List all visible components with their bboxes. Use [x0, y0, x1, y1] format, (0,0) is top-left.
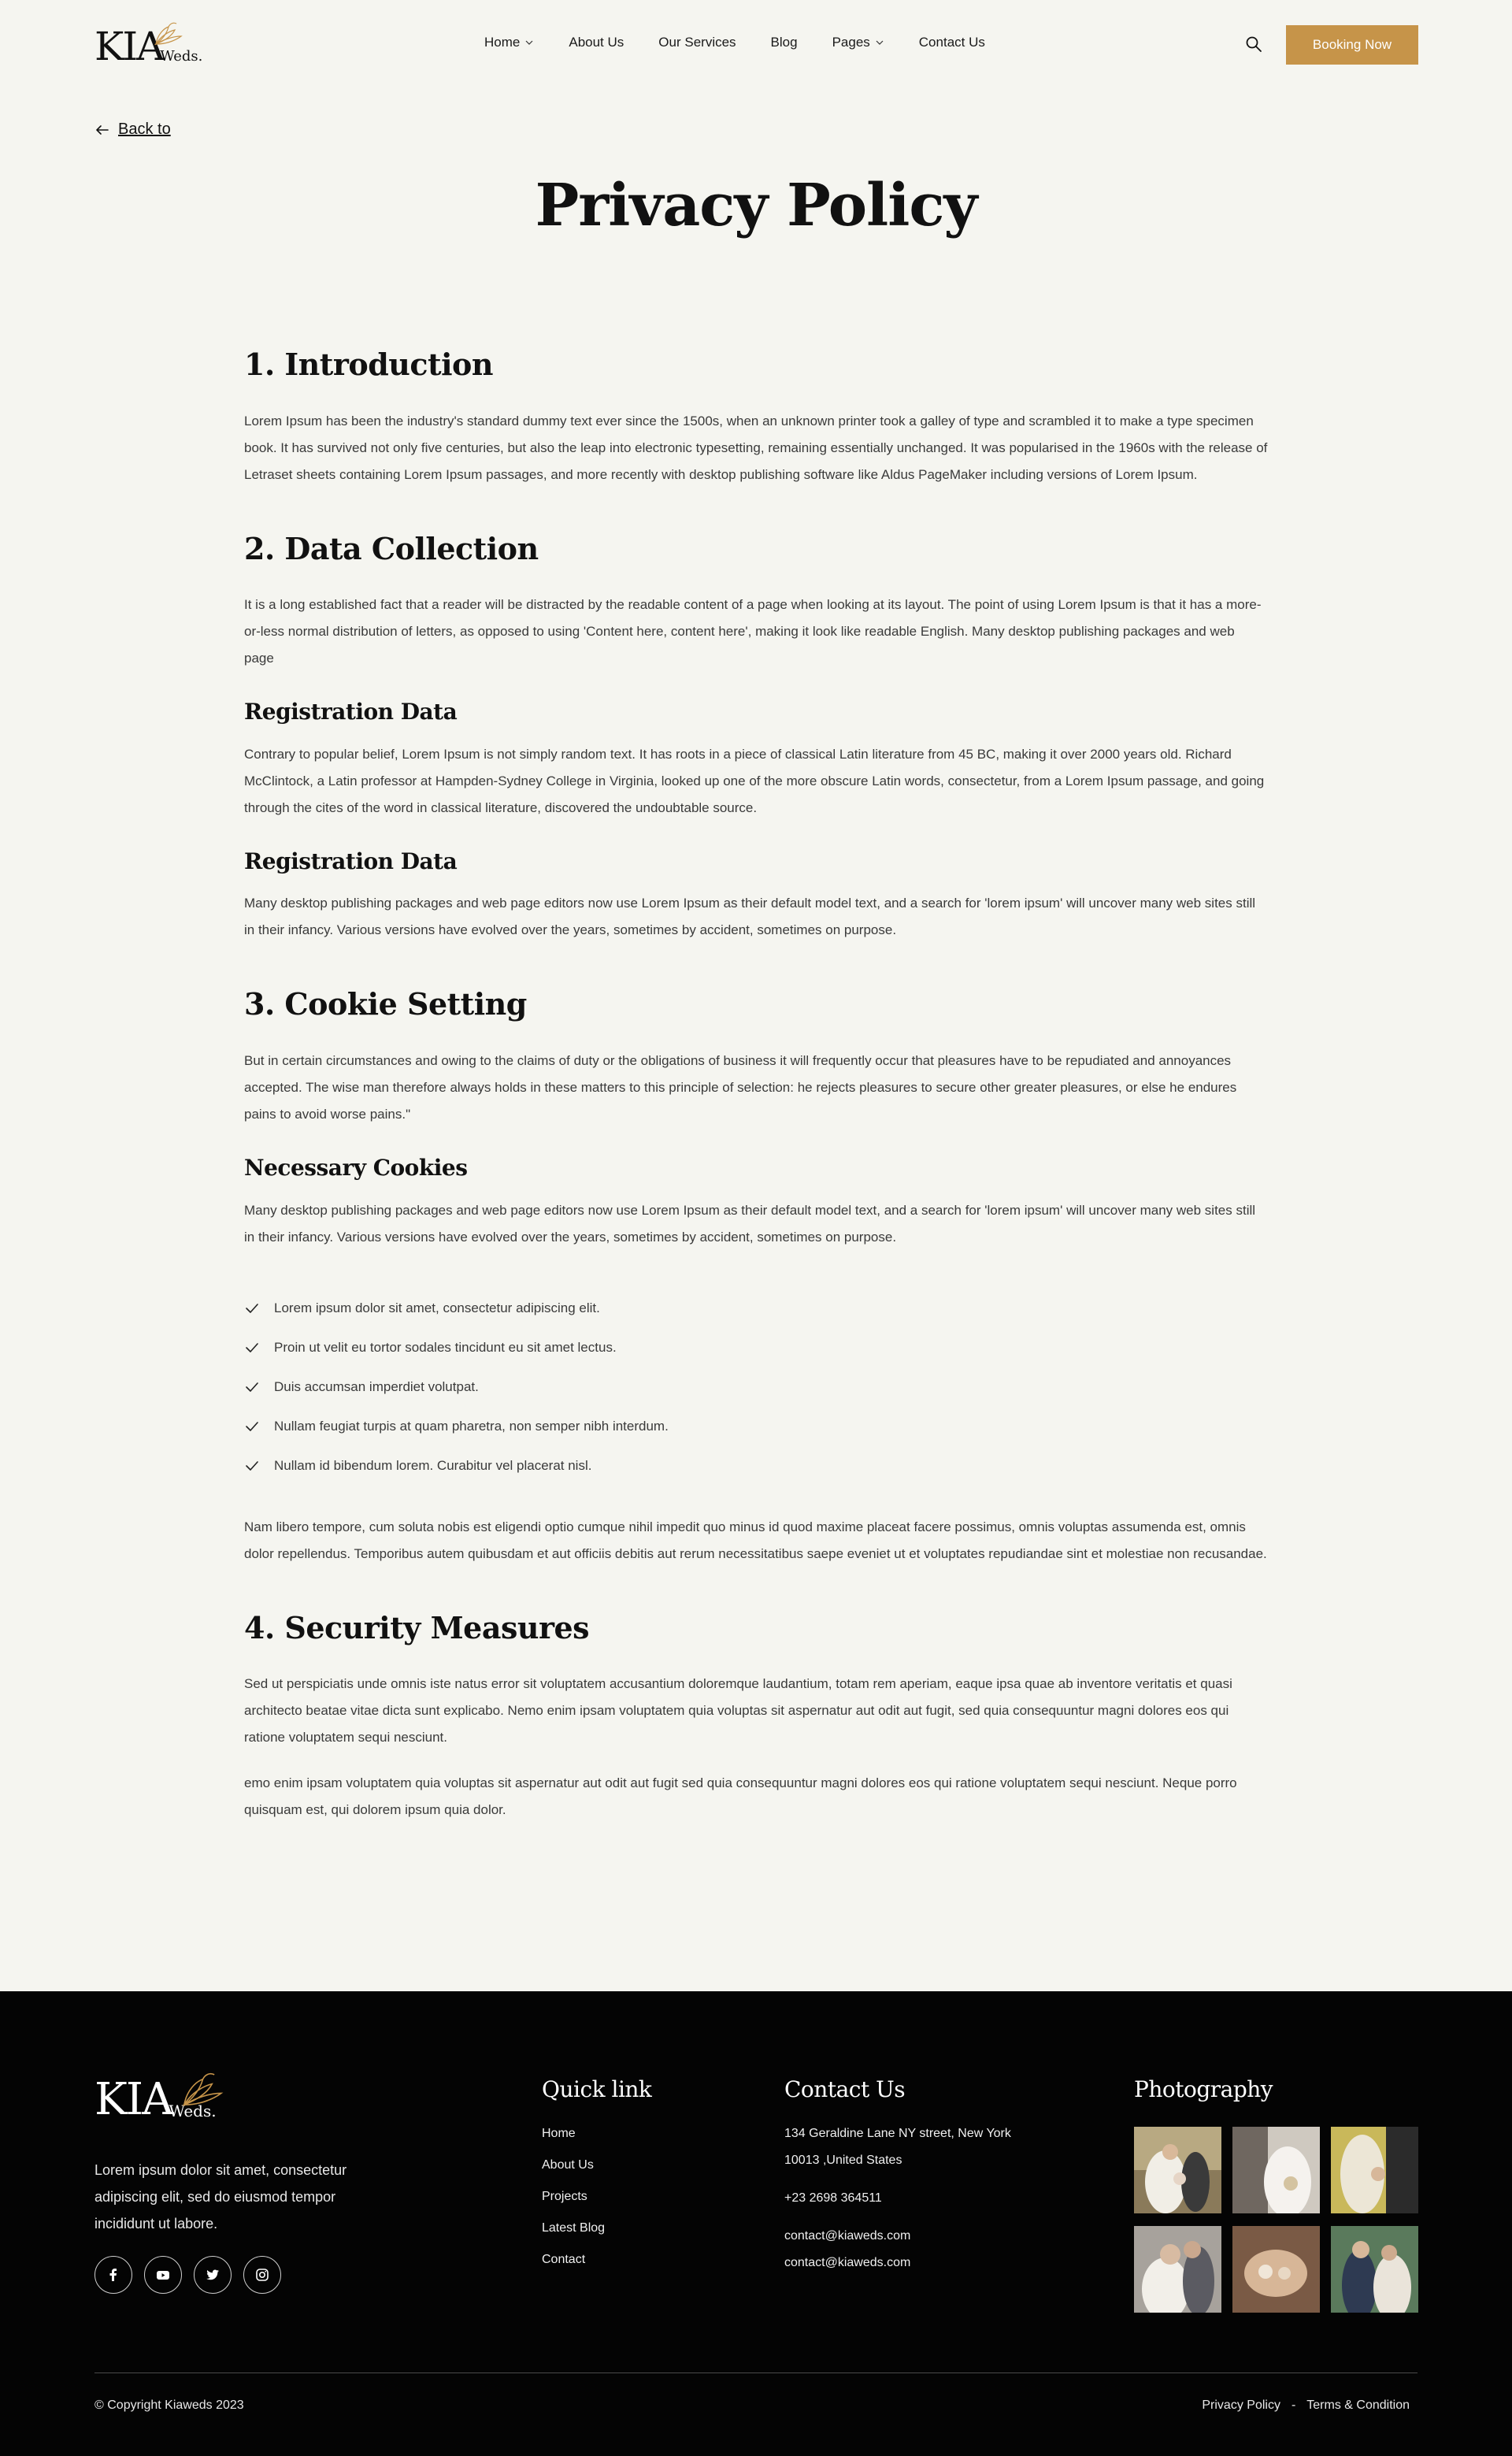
footer-link-contact[interactable]: Contact — [542, 2253, 586, 2266]
list-item — [244, 1289, 1268, 1328]
arrow-left-icon — [94, 122, 110, 138]
booking-now-button[interactable]: Booking Now — [1286, 25, 1418, 65]
data-collection-paragraph: It is a long established fact that a reader will be distracted by the readable content of a page when looking at its layout. The point of using Lorem Ipsum is that it has a more-or-less normal distribution of letters, as opposed to using 'Content here, content here', making it look like readable English. Many desktop publishing packages and web page — [244, 597, 1262, 666]
subheading-necessary-cookies: Necessary Cookies — [244, 1154, 468, 1181]
section-heading-cookie-setting: 3. Cookie Setting — [244, 986, 527, 1022]
check-icon — [244, 1458, 260, 1474]
check-icon — [244, 1419, 260, 1434]
check-icon — [244, 1300, 260, 1316]
nav-contact[interactable] — [919, 35, 985, 50]
cookie-closing-paragraph: Nam libero tempore, cum soluta nobis est eligendi optio cumque nihil impedit quo minus id quod maxime placeat facere possimus, omnis voluptas assumenda est, omnis dolor repellendus. Temporibus autem quibusdam et aut officiis debitis aut rerum necessitatibus saepe eveniet ut et voluptates repudiandae sint et molestiae non recusandae. — [244, 1519, 1267, 1561]
contact-phone[interactable]: +23 2698 364511 — [784, 2191, 882, 2205]
introduction-paragraph: Lorem Ipsum has been the industry's standard dummy text ever since the 1500s, when an unknown printer took a galley of type and scrambled it to make a type specimen book. It has survived not only five centuries, but also the leap into electronic typesetting, remaining essentially unchanged. It was popularised in the 1960s with the release of Letraset sheets containing Lorem Ipsum passages, and more recently with desktop publishing software like Aldus PageMaker including versions of Lorem Ipsum. — [244, 413, 1268, 482]
policy-content — [244, 347, 1268, 1823]
nav-blog-label: Blog — [770, 35, 798, 50]
wedding-photo-icon — [1232, 2127, 1320, 2213]
nav-pages[interactable] — [832, 35, 884, 50]
gallery-photo[interactable] — [1232, 2127, 1320, 2213]
nav-about-label: About Us — [569, 35, 624, 50]
page-title: Privacy Policy — [535, 172, 977, 239]
search-icon[interactable] — [1244, 35, 1263, 54]
subheading-registration-data-2: Registration Data — [244, 848, 458, 874]
security-paragraph-1: Sed ut perspiciatis unde omnis iste natus error sit voluptatem accusantium doloremque laudantium, totam rem aperiam, eaque ipsa quae ab inventore veritatis et quasi architecto beatae vitae dicta sunt explicabo. Nemo enim ipsam voluptatem quia voluptas sit aspernatur aut odit aut fugit, sed quia consequuntur magni dolores eos qui ratione voluptatem sequi nesciunt. — [244, 1676, 1232, 1746]
nav-about[interactable] — [569, 35, 624, 50]
footer-link-projects[interactable]: Projects — [542, 2190, 587, 2203]
copyright-text: © Copyright Kiaweds 2023 — [94, 2398, 244, 2412]
logo-text: KIA — [94, 24, 164, 69]
contact-email-2[interactable]: contact@kiaweds.com — [784, 2256, 911, 2269]
subheading-registration-data-1: Registration Data — [244, 699, 458, 725]
check-icon — [244, 1340, 260, 1356]
list-item-text: Proin ut velit eu tortor sodales tincidunt eu sit amet lectus. — [274, 1339, 617, 1355]
quick-links-title: Quick link — [542, 2076, 652, 2102]
list-item-text: Duis accumsan imperdiet volutpat. — [274, 1378, 479, 1394]
cookie-setting-paragraph: But in certain circumstances and owing to the claims of duty or the obligations of business it will frequently occur that pleasures have to be repudiated and annoyances accepted. The wise man therefore always holds in these matters to this principle of selection: he rejects pleasures to secure other greater pleasures, or else he endures pains to avoid worse pains." — [244, 1052, 1237, 1122]
section-heading-data-collection: 2. Data Collection — [244, 530, 539, 566]
site-footer — [0, 1991, 1512, 2456]
list-item — [244, 1407, 1268, 1446]
photography-grid — [1134, 2127, 1418, 2313]
list-item-text: Nullam id bibendum lorem. Curabitur vel placerat nisl. — [274, 1457, 592, 1473]
wedding-photo-icon — [1331, 2226, 1418, 2313]
cookie-check-list — [244, 1289, 1268, 1486]
facebook-link[interactable] — [94, 2256, 132, 2294]
wedding-photo-icon — [1134, 2226, 1221, 2313]
nav-services-label: Our Services — [658, 35, 736, 50]
facebook-icon — [106, 2268, 120, 2282]
list-item-text: Lorem ipsum dolor sit amet, consectetur adipiscing elit. — [274, 1300, 600, 1315]
contact-info — [784, 2120, 1021, 2276]
list-item — [244, 1446, 1268, 1486]
legal-separator: - — [1291, 2398, 1296, 2412]
chevron-down-icon — [875, 38, 884, 47]
instagram-icon — [255, 2268, 269, 2282]
footer-description: Lorem ipsum dolor sit amet, consectetur adipiscing elit, sed do eiusmod tempor incididunt ut labore. — [94, 2162, 347, 2232]
gallery-photo[interactable] — [1331, 2127, 1418, 2213]
gallery-photo[interactable] — [1134, 2127, 1221, 2213]
nav-home[interactable] — [484, 35, 534, 50]
nav-services[interactable] — [658, 35, 736, 50]
security-paragraph-2: emo enim ipsam voluptatem quia voluptas sit aspernatur aut odit aut fugit sed quia consequuntur magni dolores eos qui ratione voluptatem sequi nesciunt. Neque porro quisquam est, qui dolorem ipsum quia dolor. — [244, 1775, 1237, 1818]
section-heading-security-measures: 4. Security Measures — [244, 1609, 590, 1645]
social-links — [94, 2256, 281, 2294]
list-item — [244, 1328, 1268, 1367]
contact-address: 134 Geraldine Lane NY street, New York 10013 ,United States — [784, 2127, 1011, 2167]
wedding-photo-icon — [1232, 2226, 1320, 2313]
list-item-text: Nullam feugiat turpis at quam pharetra, non semper nibh interdum. — [274, 1418, 669, 1434]
flower-icon — [150, 20, 186, 47]
footer-link-home[interactable]: Home — [542, 2127, 576, 2140]
youtube-link[interactable] — [144, 2256, 182, 2294]
chevron-down-icon — [524, 38, 534, 47]
logo-subtext: Weds. — [160, 48, 203, 65]
footer-logo[interactable] — [94, 2074, 217, 2125]
privacy-policy-link[interactable]: Privacy Policy — [1202, 2398, 1280, 2412]
footer-link-about[interactable]: About Us — [542, 2158, 594, 2172]
necessary-cookies-paragraph: Many desktop publishing packages and web page editors now use Lorem Ipsum as their default model text, and a search for 'lorem ipsum' will uncover many web sites still in their infancy. Various versions have evolved over the years, sometimes by accident, sometimes on purpose. — [244, 1202, 1256, 1245]
footer-logo-text: KIA — [94, 2074, 172, 2125]
registration-data-paragraph-1: Contrary to popular belief, Lorem Ipsum is not simply random text. It has roots in a piece of classical Latin literature from 45 BC, making it over 2000 years old. Richard McClintock, a Latin professor at Hampden-Sydney College in Virginia, looked up one of the more obscure Latin words, consectetur, from a Lorem Ipsum passage, and going through the cites of the word in classical literature, discovered the undoubtable source. — [244, 746, 1265, 815]
twitter-icon — [206, 2268, 220, 2282]
nav-contact-label: Contact Us — [918, 35, 985, 50]
site-header — [0, 0, 1512, 90]
contact-title: Contact Us — [784, 2076, 906, 2102]
youtube-icon — [156, 2268, 170, 2282]
footer-logo-subtext: Weds. — [169, 2102, 217, 2120]
gallery-photo[interactable] — [1134, 2226, 1221, 2313]
main-nav — [484, 35, 985, 50]
photography-title: Photography — [1134, 2076, 1273, 2102]
site-logo[interactable] — [94, 24, 203, 69]
gallery-photo[interactable] — [1331, 2226, 1418, 2313]
contact-email-1[interactable]: contact@kiaweds.com — [784, 2229, 911, 2243]
section-heading-introduction: 1. Introduction — [244, 347, 494, 382]
back-link-label: Back to — [118, 121, 171, 138]
list-item — [244, 1367, 1268, 1407]
legal-links — [1202, 2398, 1410, 2413]
nav-home-label: Home — [484, 35, 521, 50]
twitter-link[interactable] — [194, 2256, 232, 2294]
nav-pages-label: Pages — [832, 35, 870, 50]
footer-link-latest-blog[interactable]: Latest Blog — [542, 2221, 606, 2235]
nav-blog[interactable] — [771, 35, 798, 50]
back-link[interactable] — [94, 121, 171, 139]
gallery-photo[interactable] — [1232, 2226, 1320, 2313]
quick-links-list — [542, 2127, 605, 2284]
registration-data-paragraph-2: Many desktop publishing packages and web page editors now use Lorem Ipsum as their default model text, and a search for 'lorem ipsum' will uncover many web sites still in their infancy. Various versions have evolved over the years, sometimes by accident, sometimes on purpose. — [244, 896, 1256, 938]
wedding-photo-icon — [1331, 2127, 1418, 2213]
terms-condition-link[interactable]: Terms & Condition — [1306, 2398, 1410, 2412]
check-icon — [244, 1379, 260, 1395]
wedding-photo-icon — [1134, 2127, 1221, 2213]
instagram-link[interactable] — [243, 2256, 281, 2294]
flower-icon — [173, 2070, 230, 2109]
